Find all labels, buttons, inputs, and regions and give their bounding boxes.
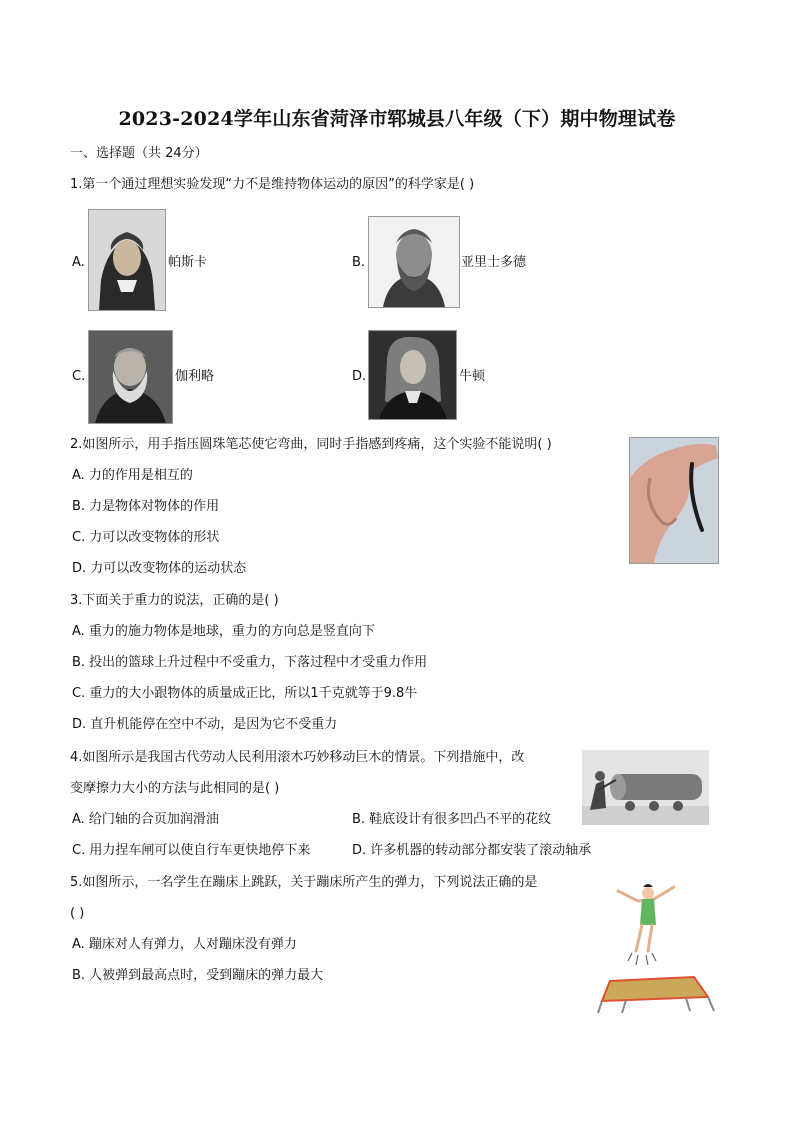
section-heading: 一、选择题（共 24分）: [70, 146, 208, 161]
option-letter: A.: [72, 255, 85, 270]
option-3d[interactable]: D. 直升机能停在空中不动，是因为它不受重力: [72, 717, 338, 732]
rolling-logs-illustration: [582, 750, 709, 825]
option-4c[interactable]: C. 用力捏车闸可以使自行车更快地停下来: [72, 843, 311, 858]
question-2-stem: 2.如图所示，用手指压圆珠笔芯使它弯曲，同时手指感到疼痛，这个实验不能说明( ): [70, 437, 552, 452]
option-name: 亚里士多德: [461, 255, 527, 270]
option-2a[interactable]: A. 力的作用是相互的: [72, 468, 193, 483]
portrait-newton: [368, 330, 457, 420]
option-4a[interactable]: A. 给门轴的合页加润滑油: [72, 812, 219, 827]
trampoline-illustration: [596, 877, 721, 1017]
option-letter: D.: [352, 369, 367, 384]
option-4b[interactable]: B. 鞋底设计有很多凹凸不平的花纹: [352, 812, 552, 827]
option-3a[interactable]: A. 重力的施力物体是地球，重力的方向总是竖直向下: [72, 624, 375, 639]
option-3c[interactable]: C. 重力的大小跟物体的质量成正比，所以1千克就等于9.8牛: [72, 686, 418, 701]
question-5-stem-line1: 5.如图所示，一名学生在蹦床上跳跃，关于蹦床所产生的弹力，下列说法正确的是: [70, 875, 538, 890]
option-2b[interactable]: B. 力是物体对物体的作用: [72, 499, 220, 514]
question-3-stem: 3.下面关于重力的说法，正确的是( ): [70, 593, 279, 608]
page-title: 2023-2024学年山东省菏泽市郓城县八年级（下）期中物理试卷: [118, 108, 676, 130]
portrait-galileo: [88, 330, 173, 424]
option-3b[interactable]: B. 投出的篮球上升过程中不受重力，下落过程中才受重力作用: [72, 655, 428, 670]
portrait-pascal: [88, 209, 166, 311]
question-1-stem: 1.第一个通过理想实验发现“力不是维持物体运动的原因”的科学家是( ): [70, 177, 475, 192]
option-name: 牛顿: [459, 369, 486, 384]
option-2c[interactable]: C. 力可以改变物体的形状: [72, 530, 220, 545]
portrait-aristotle: [368, 216, 460, 308]
finger-pen-illustration: [629, 437, 719, 564]
option-name: 帕斯卡: [168, 255, 208, 270]
question-5-stem-line2: ( ): [70, 906, 85, 921]
option-letter: B.: [352, 255, 366, 270]
option-letter: C.: [72, 369, 86, 384]
option-name: 伽利略: [175, 369, 215, 384]
option-2d[interactable]: D. 力可以改变物体的运动状态: [72, 561, 247, 576]
option-4d[interactable]: D. 许多机器的转动部分都安装了滚动轴承: [352, 843, 592, 858]
option-5b[interactable]: B. 人被弹到最高点时，受到蹦床的弹力最大: [72, 968, 324, 983]
option-5a[interactable]: A. 蹦床对人有弹力，人对蹦床没有弹力: [72, 937, 297, 952]
question-4-stem-line1: 4.如图所示是我国古代劳动人民利用滚木巧妙移动巨木的情景。下列措施中，改: [70, 750, 525, 765]
question-4-stem-line2: 变摩擦力大小的方法与此相同的是( ): [70, 781, 280, 796]
